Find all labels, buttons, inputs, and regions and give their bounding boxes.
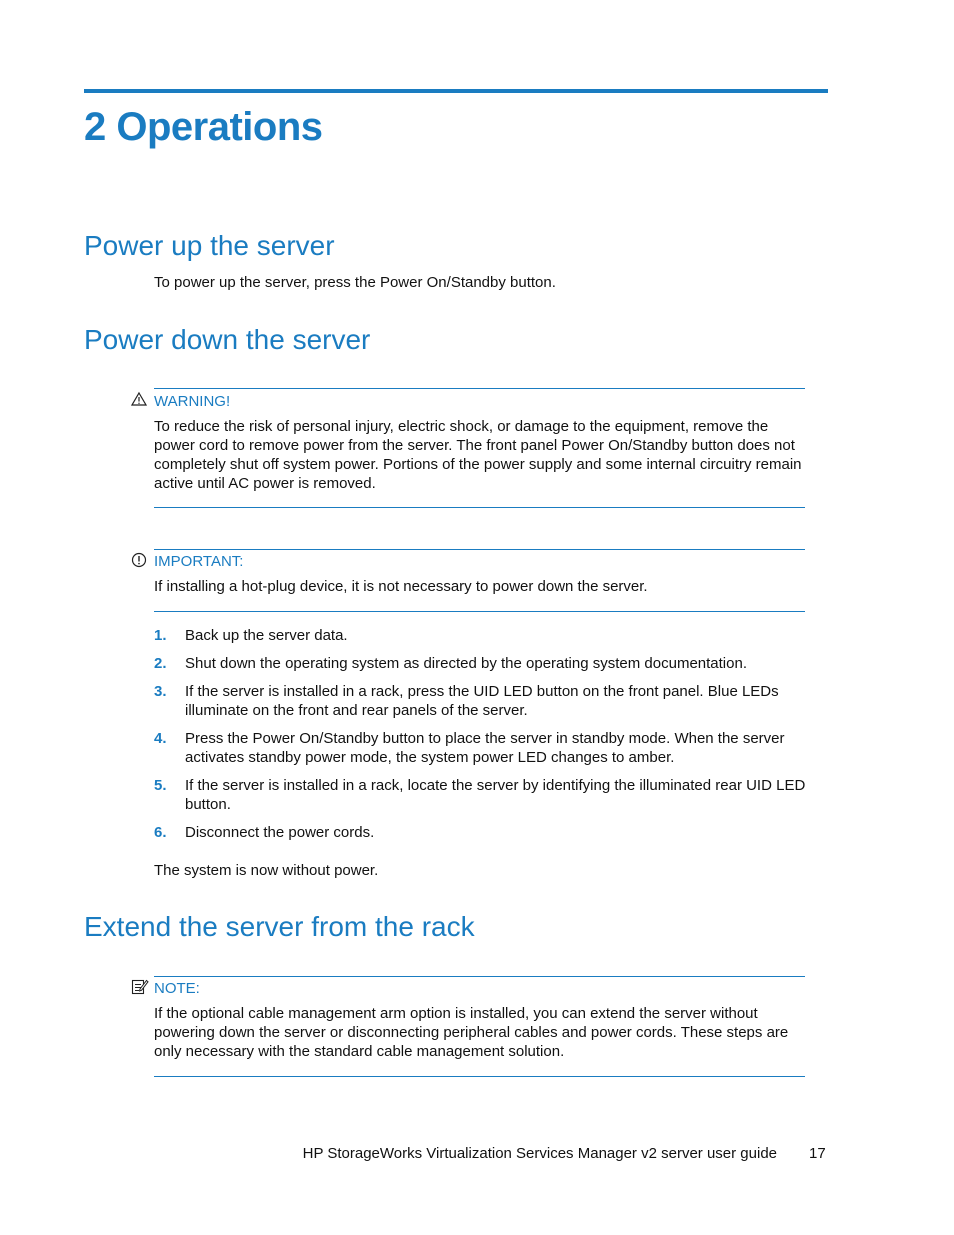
power-down-closing: The system is now without power. [154,862,379,879]
important-bottom-rule [154,611,805,612]
step-text: Disconnect the power cords. [185,824,375,841]
note-text: If the optional cable management arm option is installed, you can extend the server without powering down the server or disconnecting peripheral cables and power cords. These steps are only necessary with the standard cable management solution. [154,1005,789,1060]
chapter-rule [84,89,828,93]
chapter-title: 2 Operations [84,105,323,149]
section-title-power-up: Power up the server [84,230,335,261]
step-text: Shut down the operating system as directed by the operating system documentation. [185,655,747,672]
note-label: NOTE: [154,980,200,997]
step-number: 1. [154,627,167,644]
step-text: Back up the server data. [185,627,348,644]
step-item [154,729,830,767]
step-number: 5. [154,777,167,794]
step-text: If the server is installed in a rack, press the UID LED button on the front panel. Blue LEDs illuminate on the front and rear panels of the server. [185,683,779,719]
warning-top-rule [154,388,805,389]
important-top-rule [154,549,805,550]
footer-title: HP StorageWorks Virtualization Services Manager v2 server user guide [302,1145,777,1162]
warning-triangle-icon [131,391,149,409]
power-down-steps [154,626,830,851]
step-text: If the server is installed in a rack, locate the server by identifying the illuminated rear UID LED button. [185,777,806,813]
warning-text: To reduce the risk of personal injury, electric shock, or damage to the equipment, remove the power cord to remove power from the server. The front panel Power On/Standby button does not completely shut off system power. Portions of the power supply and some internal circuitry remain active until AC power is removed. [154,418,802,492]
section-title-extend: Extend the server from the rack [84,911,475,942]
step-item [154,776,830,814]
step-item [154,654,830,673]
important-label: IMPORTANT: [154,553,244,570]
section-title-power-down: Power down the server [84,324,371,355]
page-number: 17 [809,1145,826,1162]
step-item [154,626,830,645]
step-item [154,823,830,842]
note-bottom-rule [154,1076,805,1077]
step-number: 6. [154,824,167,841]
step-number: 2. [154,655,167,672]
power-up-text: To power up the server, press the Power On/Standby button. [154,274,556,291]
note-pencil-icon [131,978,149,996]
note-top-rule [154,976,805,977]
warning-label: WARNING! [154,393,231,410]
step-number: 4. [154,730,167,747]
step-item [154,682,830,720]
warning-bottom-rule [154,507,805,508]
important-text: If installing a hot-plug device, it is not necessary to power down the server. [154,578,648,595]
step-number: 3. [154,683,167,700]
important-exclamation-icon [131,552,149,570]
step-text: Press the Power On/Standby button to place the server in standby mode. When the server activates standby power mode, the system power LED changes to amber. [185,730,785,766]
